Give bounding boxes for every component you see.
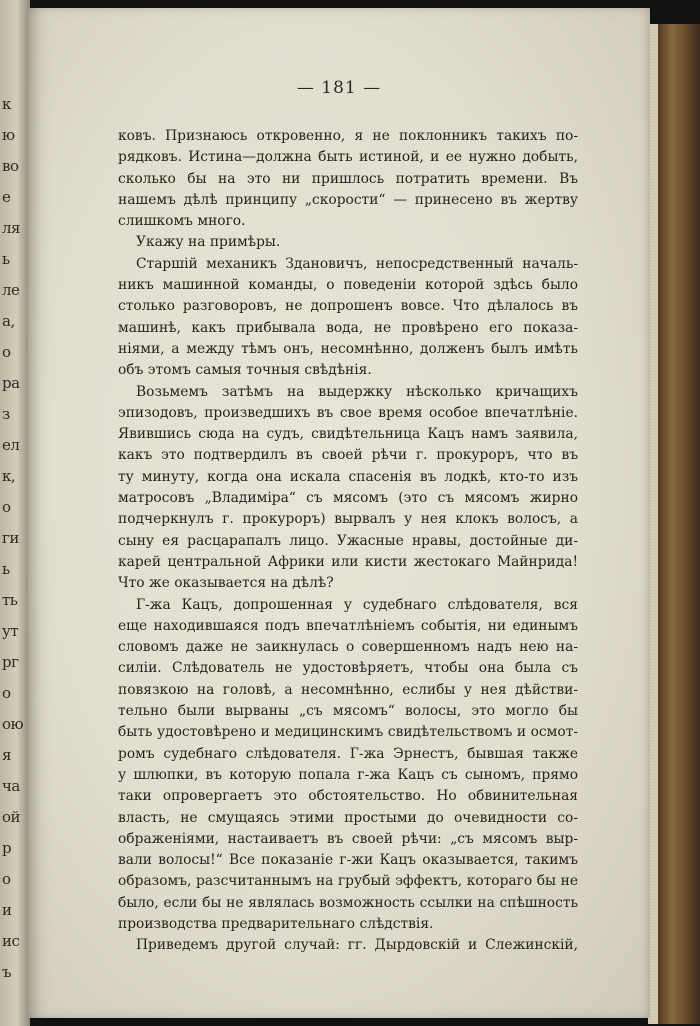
text-line: ковъ. Признаюсь откровенно, я не поклонникъ такихъ по-: [118, 128, 578, 144]
facing-page-fragment: ою: [2, 715, 24, 733]
facing-page-fragment: о: [2, 498, 11, 516]
text-line: еще находившаяся подъ впечатлѣніемъ событія, ни единымъ: [118, 617, 578, 634]
text-line: власть, не смущаясь этими простыми до очевидности со-: [118, 809, 578, 826]
facing-page-fragment: ъ: [2, 963, 12, 981]
page-number: — 181 —: [296, 78, 382, 98]
facing-page-fragment: р: [2, 839, 12, 857]
text-line: машинѣ, какъ прибывала вода, не провѣрено его показа-: [118, 319, 578, 336]
text-line: ромъ судебнаго слѣдователя. Г-жа Эрнестъ, бывшая также: [118, 745, 578, 762]
text-line: подчеркнулъ г. прокуроръ) вырвалъ у нея клокъ волосъ, а: [118, 511, 578, 528]
book-spine: [648, 24, 700, 1024]
text-line: эпизодовъ, произведшихъ въ свое время особое впечатлѣніе.: [118, 404, 578, 421]
facing-page-fragment: и: [2, 901, 12, 919]
facing-page-fragment: ги: [2, 529, 19, 547]
facing-page-fragment: з: [2, 405, 10, 423]
facing-page-fragment: ис: [2, 932, 20, 950]
text-line: было, если бы не являлась возможность ссылки на спѣшность: [118, 894, 578, 911]
facing-page-fragment: ча: [2, 777, 20, 795]
facing-page-fragment: ь: [2, 560, 10, 578]
facing-page-fragment: к: [2, 95, 11, 113]
text-line: ніями, а между тѣмъ онъ, несомнѣнно, долженъ былъ имѣть: [118, 340, 578, 357]
facing-page-fragment: о: [2, 870, 11, 888]
facing-page-fragment: во: [2, 157, 19, 175]
text-line: слишкомъ много.: [118, 213, 246, 230]
facing-page-fragment: рг: [2, 653, 19, 671]
text-line: производства предварительнаго слѣдствія.: [118, 915, 434, 932]
text-line: Старшій механикъ Здановичъ, непосредственный началь-: [136, 255, 578, 272]
facing-page-fragment: ут: [2, 622, 19, 640]
text-line: вали волосы!“ Все показаніе г-жи Кацъ оказывается, такимъ: [118, 852, 578, 869]
text-line: объ этомъ самыя точныя свѣдѣнія.: [118, 362, 372, 379]
facing-page-fragment: а,: [2, 312, 15, 330]
facing-page-fragment: к,: [2, 467, 16, 485]
text-line: ображеніями, настаиваетъ въ своей рѣчи: „съ мясомъ выр-: [118, 830, 578, 847]
text-line: столько разговоровъ, не допрошенъ вовсе. Что дѣлалось въ: [118, 298, 578, 315]
text-line: Г-жа Кацъ, допрошенная у судебнаго слѣдователя, вся: [136, 596, 578, 613]
facing-page-fragment: ел: [2, 436, 20, 454]
facing-page-fragment: е: [2, 188, 11, 206]
text-line: какъ это подтвердилъ въ своей рѣчи г. прокуроръ, что въ: [118, 447, 578, 464]
text-line: Что же оказывается на дѣлѣ?: [118, 575, 334, 592]
text-line: таки опровергаетъ это обстоятельство. Но обвинительная: [118, 788, 578, 805]
facing-page-fragment: ть: [2, 591, 18, 609]
book-page: [28, 8, 650, 1018]
facing-page-fragment: ой: [2, 808, 21, 826]
text-line: никъ машинной команды, о поведеніи которой здѣсь было: [118, 277, 578, 294]
text-line: рядковъ. Истина—должна быть истиной, и ее нужно добыть,: [118, 149, 578, 166]
text-line: сколько бы на это ни пришлось потратить времени. Въ: [118, 170, 578, 187]
text-line: образомъ, разсчитаннымъ на грубый эффектъ, котораго бы не: [118, 873, 578, 890]
facing-page-fragment: ле: [2, 281, 20, 299]
facing-page-fragment: о: [2, 684, 11, 702]
text-line: Возьмемъ затѣмъ на выдержку нѣсколько кричащихъ: [136, 383, 578, 400]
page-text: [118, 126, 578, 957]
text-line: тельно были вырваны „съ мясомъ“ волосы, это могло бы: [118, 703, 578, 720]
text-line: Приведемъ другой случай: гг. Дырдовскій и Слежинскій,: [136, 937, 578, 954]
text-line: нашемъ дѣлѣ принципу „скорости“ — принесено въ жертву: [118, 191, 578, 208]
text-line: быть удостовѣрено и медицинскимъ свидѣтельствомъ и осмот-: [118, 724, 578, 741]
text-line: сыну ея расцарапалъ лицо. Ужасные нравы, достойные ди-: [118, 532, 578, 549]
facing-page-fragment: ля: [2, 219, 20, 237]
text-line: Укажу на примѣры.: [136, 234, 281, 251]
text-line: ту минуту, когда она искала спасенія въ лодкѣ, кто-то изъ: [118, 468, 578, 485]
facing-page-fragment: ю: [2, 126, 15, 144]
text-line: у шлюпки, въ которую попала г-жа Кацъ съ сыномъ, прямо: [118, 766, 578, 783]
text-line: матросовъ „Владиміра“ съ мясомъ (это съ мясомъ жирно: [118, 490, 578, 507]
text-line: словомъ даже не заикнулась о совершенномъ надъ нею на-: [118, 639, 578, 656]
facing-page-fragment: ь: [2, 250, 10, 268]
facing-page-fragment: ра: [2, 374, 20, 392]
facing-page-edge: [0, 0, 30, 1026]
facing-page-fragment: о: [2, 343, 11, 361]
text-line: карей центральной Африки или кисти жестокаго Майнрида!: [118, 553, 578, 570]
text-line: Явившись сюда на судъ, свидѣтельница Кацъ намъ заявила,: [118, 426, 578, 443]
facing-page-fragment: я: [2, 746, 11, 764]
text-line: силіи. Слѣдователь не удостовѣряетъ, чтобы она была съ: [118, 660, 578, 677]
text-line: повязкою на головѣ, а несомнѣнно, еслибы у нея дѣйстви-: [118, 681, 578, 698]
